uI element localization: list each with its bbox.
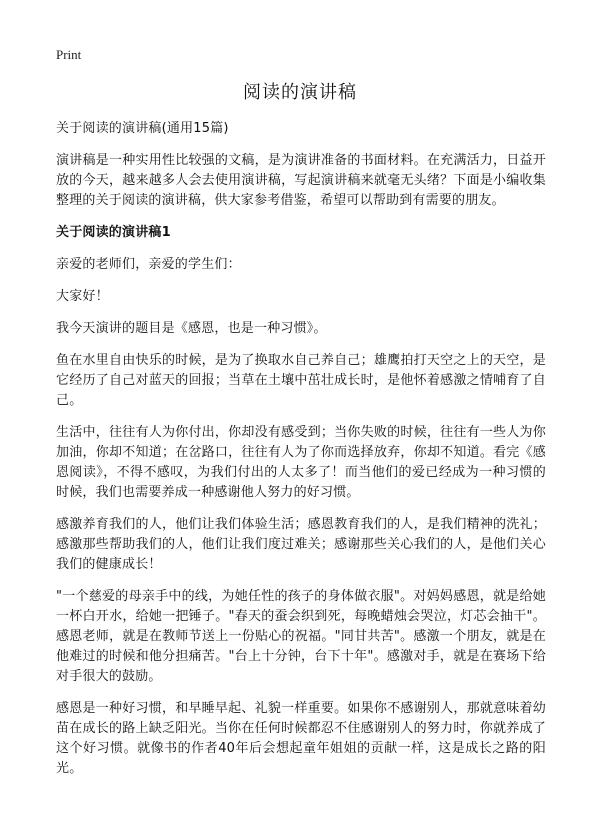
- body-paragraph: 生活中，往往有人为你付出，你却没有感受到；当你失败的时候，往往有一些人为你加油，你却不知道；在岔路口，往往有人为了你而选择放弃，你却不知道。看完《感恩阅读》，不得不感叹，为我们付出的人太多了！而当他们的爱已经成为一种习惯的时候，我们也需要养成一种感谢他人努力的好习惯。: [56, 425, 546, 500]
- body-paragraph: 感恩是一种好习惯，和早睡早起、礼貌一样重要。如果你不感谢别人，那就意味着幼苗在成长的路上缺乏阳光。当你在任何时候都忍不住感谢别人的努力时，你就养成了这个好习惯。就像书的作者40年后会想起童年姐姐的贡献一样，这是成长之路的阳光。: [56, 701, 546, 776]
- intro-paragraph: 演讲稿是一种实用性比较强的文稿，是为演讲准备的书面材料。在充满活力，日益开放的今天，越来越多人会去使用演讲稿，写起演讲稿来就毫无头绪？下面是小编收集整理的关于阅读的演讲稿，供大家参考借鉴，希望可以帮助到有需要的朋友。: [56, 153, 546, 208]
- section-heading: 关于阅读的演讲稿1: [56, 225, 171, 240]
- body-paragraph: 亲爱的老师们，亲爱的学生们：: [56, 257, 241, 272]
- body-paragraph: 感激养育我们的人，他们让我们体验生活；感恩教育我们的人，是我们精神的洗礼；感激那些帮助我们的人，他们让我们度过难关；感谢那些关心我们的人，是他们关心我们的健康成长！: [56, 517, 546, 572]
- document-title: 阅读的演讲稿: [243, 82, 357, 103]
- body-paragraph: "一个慈爱的母亲手中的线，为她任性的孩子的身体做衣服"。对妈妈感恩，就是给她一杯白开水，给她一把锤子。"春天的蚕会织到死，每晚蜡烛会哭泣，灯芯会抽干"。感恩老师，就是在教师节送上一份贴心的祝福。"同甘共苦"。感激一个朋友，就是在他难过的时候和他分担痛苦。"台上十分钟，台下十年"。感激对手，就是在赛场下给对手很大的鼓励。: [56, 589, 546, 684]
- document-body: [56, 119, 546, 779]
- document-subtitle: 关于阅读的演讲稿(通用15篇): [56, 121, 229, 136]
- print-label: Print: [56, 47, 82, 62]
- body-paragraph: 鱼在水里自由快乐的时候，是为了换取水自己养自己；雄鹰拍打天空之上的天空，是它经历了自己对蓝天的回报；当草在土壤中茁壮成长时，是他怀着感激之情哺育了自己。: [56, 353, 546, 408]
- body-paragraph: 大家好！: [56, 289, 109, 304]
- body-paragraph: 我今天演讲的题目是《感恩，也是一种习惯》。: [56, 321, 327, 336]
